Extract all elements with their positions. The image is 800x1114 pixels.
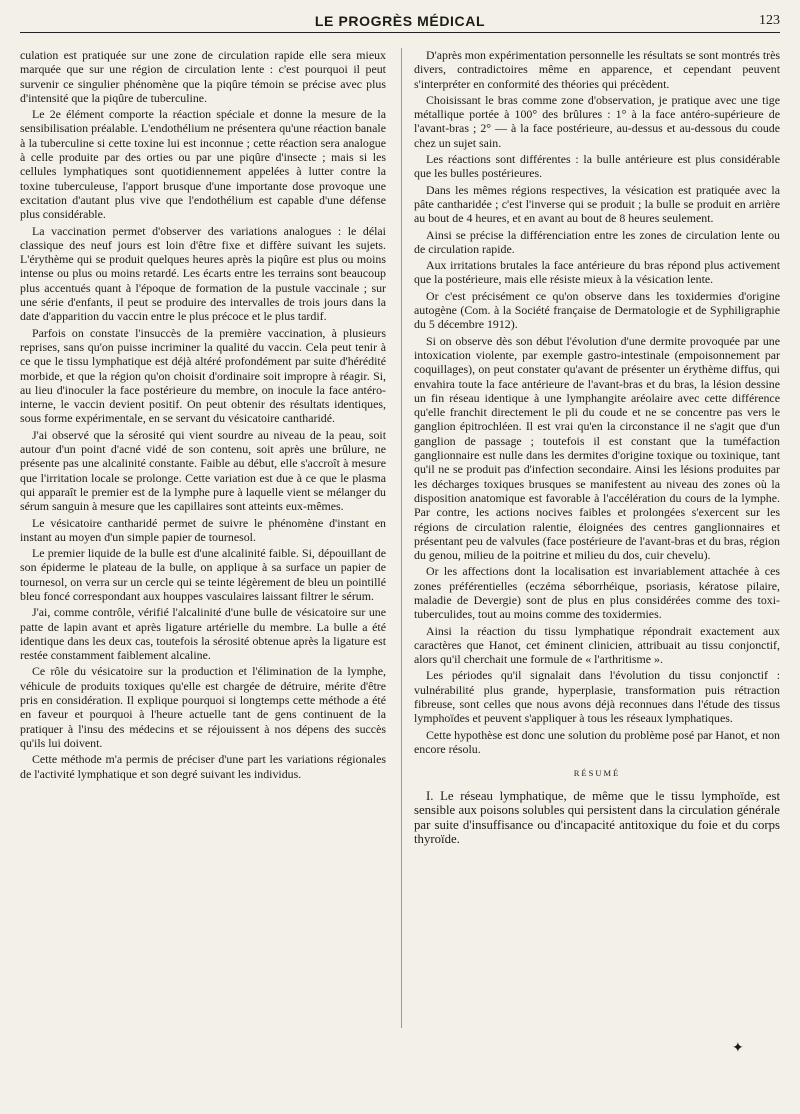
paragraph: Parfois on constate l'insuccès de la première vaccination, à plusieurs reprises, sans qu'on puisse incriminer la qualité du vaccin. Cela peut tenir à ce que le tissu lymphatique est déjà altéré profondément par suite d'hérédité morbide, et que la région qu'on choisit d'ordinaire soit impropre à réagir. Si, au lieu d'inoculer la face postérieure du membre, on inocule la face antéro-interne, le vaccin devient positif. On peut obtenir des résultats identiques, sous forme expérimentale, en se servant du vésicatoire cantharidé. <box>20 325 386 426</box>
paragraph: J'ai observé que la sérosité qui vient sourdre au niveau de la peau, soit autour d'un point d'acné vidé de son contenu, soit après une brûlure, ne présente pas une alcalinité constante. Faible au début, elle s'accroît à mesure que l'irritation locale se prolonge. Cette variation est due à ce que le plasma qui apparaît le premier est de la lymphe pure à laquelle vient se mélanger du sérum sanguin à mesure que les capillaires sont atteints eux-mêmes. <box>20 427 386 514</box>
paragraph: J'ai, comme contrôle, vérifié l'alcalinité d'une bulle de vésicatoire sur une patte de lapin avant et après ligature artérielle du membre. La bulle a été identique dans les deux cas, toutefois la sérosité obtenue après la ligature est restée constamment faiblement alcaline. <box>20 605 386 663</box>
paragraph: Si on observe dès son début l'évolution d'une dermite provoquée par une intoxication violente, par exemple gastro-intestinale (empoisonnement par coquillages), on peut constater qu'avant de présenter un érythème diffus, qui envahira toute la face antérieure de l'avant-bras et du bras, la lésion dessine un fin réseau identique à une lymphangite aréolaire avec cette différence qu'elle franchit directement le pli du coude et ne se concentre pas vers le ganglion épitrochléen. Il est vrai qu'en la circonstance il ne s'agit que d'un ganglion de passage ; toutefois il est constant que la tuméfaction ganglionnaire est nulle dans les dermites d'origine toxique ou toxinique, tant qu'il ne se produit pas d'infection secondaire. Ainsi les lésions produites par les décharges toxiques brusques se manifestent au niveau des zones où la disposition anatomique est favorable à l'accélération du cours de la lymphe. Par contre, les actions nocives faibles et prolongées s'exercent sur les régions de circulation ralentie, éloignées des centres ganglionnaires et présentant peu de valvules (face postérieure de l'avant-bras et du bras, région du genou, milieu de la poitrine et milieu du dos, cuir chevelu). <box>414 333 780 563</box>
paragraph: Choisissant le bras comme zone d'observation, je pratique avec une tige métallique portée à 100° des brûlures : 1° à la face antéro-supérieure de l'avant-bras ; 2° — à la face postérieure, au-dessus et au-dessous du coude chez un sujet sain. <box>414 92 780 150</box>
page-number: 123 <box>759 13 780 28</box>
running-header <box>20 10 780 33</box>
column-rule <box>401 48 402 1028</box>
paragraph: Dans les mêmes régions respectives, la vésication est pratiquée avec la pâte cantharidée ; c'est l'inverse qui se produit ; la bulle se produit en arrière au bout de 4 heures, et en avant au bout de 8 heures seulement. <box>414 182 780 226</box>
paragraph: La vaccination permet d'observer des variations analogues : le délai classique des neuf jours est loin d'être fixe et diffère suivant les sujets. L'érythème qui se produit quelques heures après la piqûre est plus ou moins intense ou plus ou moins retardé. Les écarts entre les terrains sont beaucoup plus accentués quant à l'époque de formation de la pustule vaccinale ; sur une série d'enfants, il peut se produire des intervalles de trois jours dans la date d'apparition du vaccin entre le plus précoce et le plus tardif. <box>20 223 386 324</box>
paragraph: culation est pratiquée sur une zone de circulation rapide elle sera mieux marquée que sur une région de circulation lente : c'est pourquoi il peut survenir ce singulier phénomène que la piqûre témoin se précise avec plus d'intensité que la piqûre de tuberculine. <box>20 48 386 105</box>
fleuron-ornament-icon: ✦ <box>732 1040 744 1056</box>
paragraph: Or les affections dont la localisation est invariablement attachée à ces zones préférentielles (eczéma séborrhéique, psoriasis, kératose pilaire, maladie de Devergie) sont de plus en plus considérées comme des toxi-tuberculides, tout au moins comme des toxidermies. <box>414 564 780 622</box>
paragraph: D'après mon expérimentation personnelle les résultats se sont montrés très divers, contradictoires même en apparence, et cependant peuvent s'interpréter en conformité des théories qui précèdent. <box>414 48 780 91</box>
paragraph: Aux irritations brutales la face antérieure du bras répond plus activement que la postérieure, mais elle résiste mieux à la vésication lente. <box>414 258 780 287</box>
paragraph: Le premier liquide de la bulle est d'une alcalinité faible. Si, dépouillant de son épiderme le plateau de la bulle, on applique à sa surface un papier de tournesol, on verra sur un cercle qui se teinte légèrement de bleu un pointillé bleu foncé correspondant aux houppes vasculaires laissant filtrer le sérum. <box>20 546 386 603</box>
right-column <box>414 48 780 849</box>
left-column <box>20 48 386 783</box>
paragraph: Ainsi se précise la différenciation entre les zones de circulation lente ou de circulation rapide. <box>414 227 780 256</box>
paragraph: Or c'est précisément ce qu'on observe dans les toxidermies d'origine autogène (Com. à la Société française de Dermatologie et de Syphiligraphie du 5 décembre 1912). <box>414 288 780 332</box>
paragraph: Cette méthode m'a permis de préciser d'une part les variations régionales de l'activité lymphatique et son degré suivant les individus. <box>20 752 386 781</box>
paragraph: Ainsi la réaction du tissu lymphatique répondrait exactement aux caractères que Hanot, cet éminent clinicien, attribuait au tissu conjonctif, alors qu'il cherchait une formule de « l'arthritisme ». <box>414 623 780 667</box>
paragraph: Le vésicatoire cantharidé permet de suivre le phénomène d'instant en instant au moyen d'un simple papier de tournesol. <box>20 515 386 544</box>
paragraph: Les réactions sont différentes : la bulle antérieure est plus considérable que les bulles postérieures. <box>414 152 780 181</box>
paragraph: Les périodes qu'il signalait dans l'évolution du tissu conjonctif : vulnérabilité plus grande, hyperplasie, transformation puis rétraction fibreuse, sont celles que nous avons déjà reconnues dans l'étude des tissus lymphoïdes et peuvent s'appliquer à tous les réseaux lymphatiques. <box>414 668 780 726</box>
paragraph: Le 2e élément comporte la réaction spéciale et donne la mesure de la sensibilisation préalable. L'endothélium ne présentera qu'une réaction banale à la tuberculine si cette toxine lui est inconnue ; cette réaction sera analogue à celle produite par des orties ou par une piqûre d'insecte ; mais si les cellules lymphatiques sont quotidiennement appelées à lutter contre la toxine tuberculeuse, l'apport brusque d'une importante dose provoque une excitation d'autant plus vive que l'endothélium est capable d'une défense plus considérable. <box>20 107 386 222</box>
journal-title: LE PROGRÈS MÉDICAL <box>314 13 486 29</box>
resume-heading: RÉSUMÉ <box>573 768 621 779</box>
resume-item: I. Le réseau lymphatique, de même que le tissu lymphoïde, est sensible aux poisons solubles qui persistent dans la circulation générale par suite d'insuffisance ou d'incapacité antitoxique du foie et du corps thyroïde. <box>414 788 780 847</box>
paragraph: Cette hypothèse est donc une solution du problème posé par Hanot, et non encore résolu. <box>414 727 780 756</box>
paragraph: Ce rôle du vésicatoire sur la production et l'élimination de la lymphe, véhicule de produits toxiques qu'elle est chargée de détruire, mérite d'être pris en considération. Il explique pourquoi si longtemps cette méthode a été en faveur et pourquoi à l'heure actuelle tant de gens continuent de la pratiquer à l'insu des médecins et se réjouissent à nos dépens des succès qu'ils lui doivent. <box>20 664 386 750</box>
